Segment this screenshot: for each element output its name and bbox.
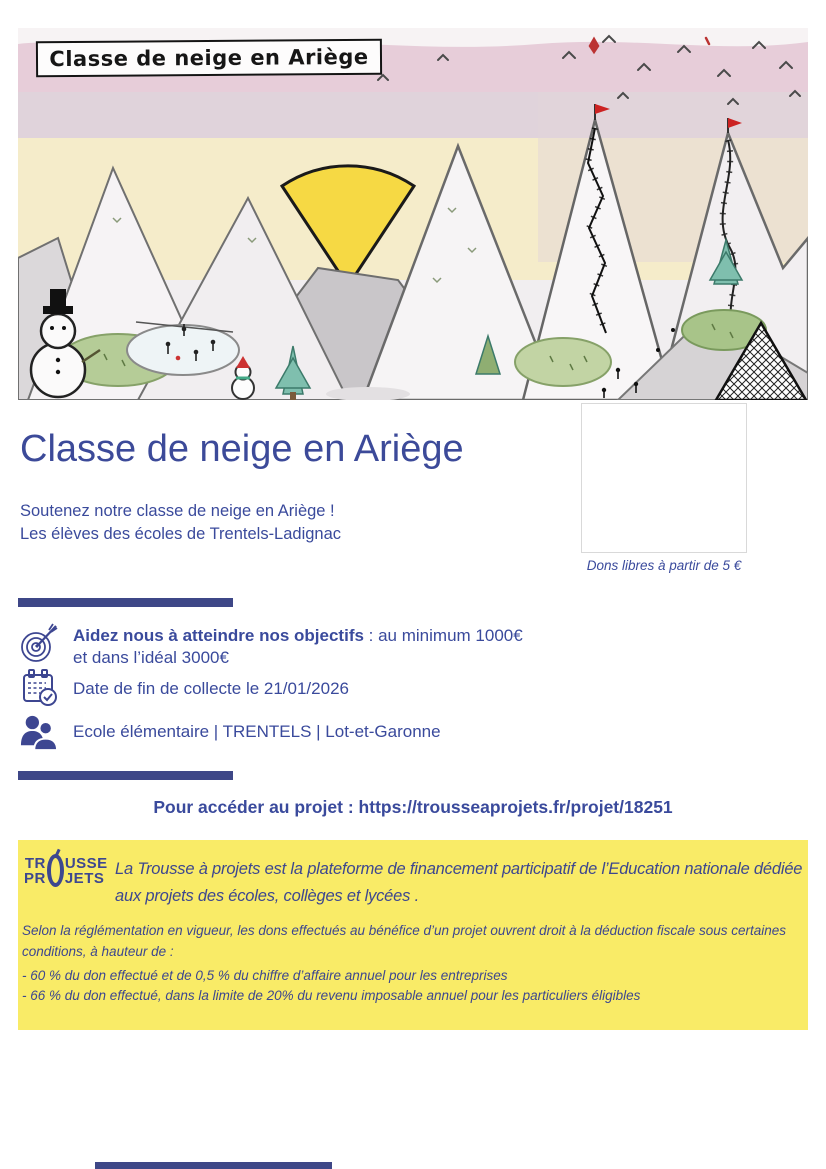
drawing-banner-title: Classe de neige en Ariège: [49, 44, 369, 72]
trousse-a-projets-logo: [24, 854, 108, 887]
legal-item-particuliers: - 66 % du don effectué, dans la limite de 20% du revenu imposable annuel pour les particuliers éligibles: [22, 988, 641, 1003]
objectives-text-line2: et dans l’idéal 3000€: [73, 648, 229, 667]
project-url-link[interactable]: https://trousseaprojets.fr/projet/18251: [358, 797, 673, 817]
school-text: Ecole élémentaire | TRENTELS | Lot-et-Garonne: [73, 722, 441, 741]
legal-intro: Selon la réglémentation en vigueur, les dons effectués au bénéfice d’un projet ouvrent droit à la déduction fiscale sous certaines conditions, à hauteur de :: [22, 923, 786, 959]
objectives-text-bold: Aidez nous à atteindre nos objectifs: [73, 626, 364, 645]
objectives-row: [20, 622, 573, 669]
people-icon: [20, 712, 58, 752]
donation-caption: Dons libres à partir de 5 €: [586, 558, 742, 573]
legal-item-entreprises: - 60 % du don effectué et de 0,5 % du chiffre d’affaire annuel pour les entreprises: [22, 968, 508, 983]
drawing-title-banner: [36, 39, 382, 77]
project-access-label: Pour accéder au projet :: [153, 797, 354, 817]
children-drawing: [18, 28, 808, 400]
subtitle-line-1: Soutenez notre classe de neige en Ariège !: [20, 502, 335, 520]
bottom-page-bar: [95, 1162, 332, 1169]
logo-text-usse: USSE: [64, 854, 108, 872]
logo-text-tr: TR: [24, 854, 46, 872]
calendar-icon: [20, 668, 58, 710]
logo-text-jets: JETS: [64, 869, 105, 887]
logo-text-pr: PR: [24, 869, 46, 887]
trousse-a-projets-panel: [18, 840, 808, 1030]
platform-description: La Trousse à projets est la plateforme de financement participatif de l’Education nationale dédiée aux projets des écoles, collèges et lycées .: [115, 860, 803, 905]
project-subtitle: [20, 500, 341, 546]
subtitle-line-2: Les élèves des écoles de Trentels-Ladignac: [20, 525, 342, 543]
objectives-text-rest: : au minimum 1000€: [363, 626, 523, 645]
page-title: Classe de neige en Ariège: [20, 428, 464, 470]
project-access-line: [0, 797, 826, 818]
end-date-text: Date de fin de collecte le 21/01/2026: [73, 679, 349, 698]
objectives-text: [73, 622, 573, 669]
school-row: [20, 711, 441, 753]
divider-bar-top: [18, 598, 233, 607]
divider-bar-bottom: [18, 771, 233, 780]
logo-pencil-o-icon: [47, 854, 64, 887]
qr-code-placeholder: [581, 403, 747, 553]
project-cover-image: [18, 28, 808, 400]
target-icon: [20, 622, 58, 664]
end-date-row: [20, 668, 349, 710]
